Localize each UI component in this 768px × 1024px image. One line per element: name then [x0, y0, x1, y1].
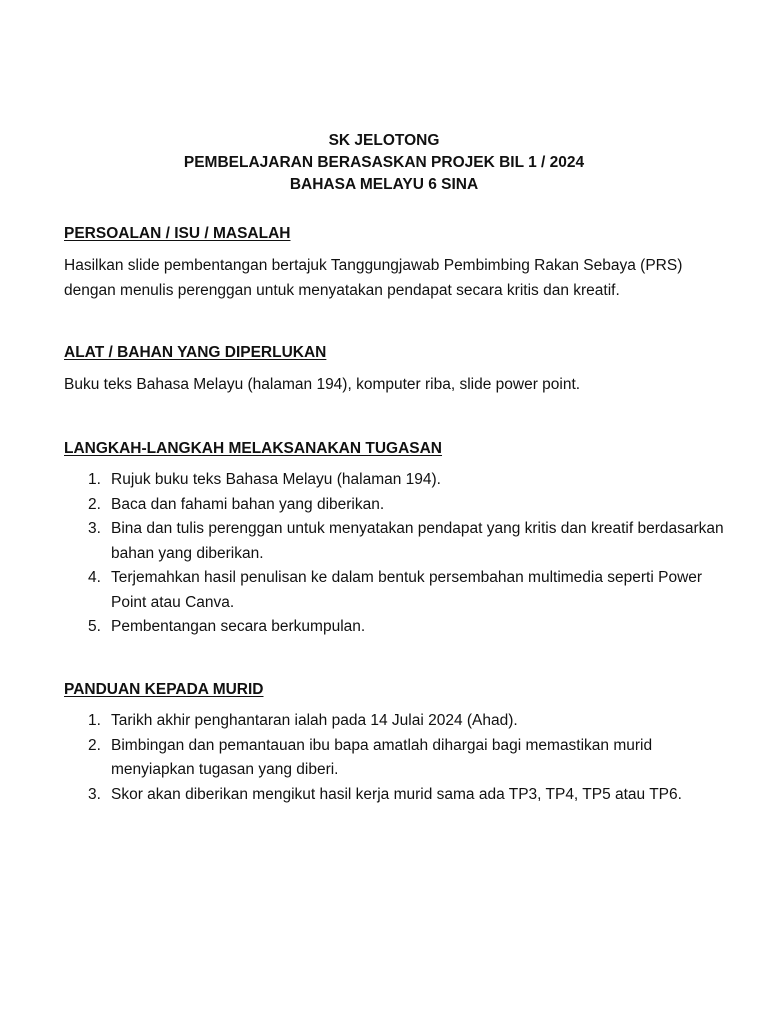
project-title: PEMBELAJARAN BERASASKAN PROJEK BIL 1 / 2024: [183, 154, 585, 171]
list-item-number: 1.: [88, 712, 101, 729]
list-item: [64, 468, 724, 493]
section-alat: [64, 342, 724, 398]
list-item: [64, 493, 724, 518]
langkah-heading: LANGKAH-LANGKAH MELAKSANAKAN TUGASAN: [64, 440, 443, 457]
list-item-number: 2.: [88, 495, 101, 513]
list-item-text: Rujuk buku teks Bahasa Melayu (halaman 194).: [111, 471, 441, 488]
list-item-text: Skor akan diberikan mengikut hasil kerja murid sama ada TP3, TP4, TP5 atau TP6.: [111, 785, 682, 803]
alat-text: Buku teks Bahasa Melayu (halaman 194), komputer riba, slide power point.: [64, 376, 581, 393]
list-item: [64, 615, 724, 640]
langkah-list: [64, 468, 724, 640]
list-item-text: Baca dan fahami bahan yang diberikan.: [111, 495, 385, 513]
list-item: [64, 517, 724, 566]
alat-heading: ALAT / BAHAN YANG DIPERLUKAN: [64, 344, 327, 361]
panduan-list: [64, 709, 724, 807]
list-item-number: 1.: [88, 471, 101, 488]
list-item: [64, 709, 724, 734]
list-item-number: 3.: [88, 785, 101, 803]
panduan-heading: PANDUAN KEPADA MURID: [64, 681, 264, 698]
section-persoalan: [64, 223, 724, 303]
section-panduan: [64, 679, 724, 807]
persoalan-text: Hasilkan slide pembentangan bertajuk Tanggungjawab Pembimbing Rakan Sebaya (PRS) dengan menulis perenggan untuk menyatakan pendapat secara kritis dan kreatif.: [64, 257, 683, 299]
list-item: [64, 566, 724, 615]
list-item-number: 2.: [88, 736, 101, 754]
list-item-text: Bina dan tulis perenggan untuk menyatakan pendapat yang kritis dan kreatif berdasarkan bahan yang diberikan.: [111, 520, 724, 562]
document-header: [0, 130, 768, 196]
list-item-text: Terjemahkan hasil penulisan ke dalam bentuk persembahan multimedia seperti Power Point atau Canva.: [111, 569, 703, 611]
list-item: [64, 734, 724, 783]
list-item-number: 5.: [88, 618, 101, 635]
class-subject: BAHASA MELAYU 6 SINA: [289, 176, 479, 193]
list-item-text: Pembentangan secara berkumpulan.: [111, 618, 366, 635]
section-langkah: [64, 438, 724, 640]
list-item-number: 3.: [88, 520, 101, 537]
list-item-text: Tarikh akhir penghantaran ialah pada 14 Julai 2024 (Ahad).: [111, 712, 518, 729]
list-item: [64, 783, 724, 808]
list-item-number: 4.: [88, 569, 101, 586]
persoalan-heading: PERSOALAN / ISU / MASALAH: [64, 225, 291, 242]
list-item-text: Bimbingan dan pemantauan ibu bapa amatlah dihargai bagi memastikan murid menyiapkan tugasan yang diberi.: [111, 736, 653, 778]
school-name: SK JELOTONG: [328, 132, 440, 149]
